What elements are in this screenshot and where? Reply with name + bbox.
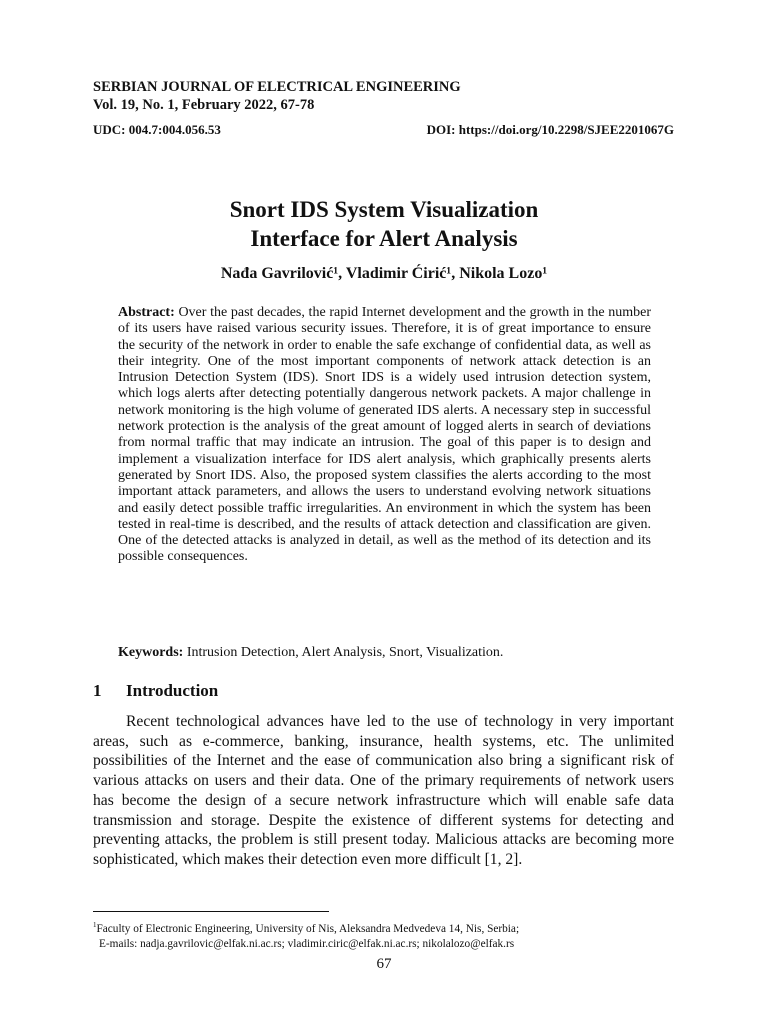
journal-name: SERBIAN JOURNAL OF ELECTRICAL ENGINEERING bbox=[93, 79, 461, 95]
journal-volume: Vol. 19, No. 1, February 2022, 67-78 bbox=[93, 97, 315, 113]
keywords-label: Keywords: bbox=[118, 645, 184, 660]
doi-link[interactable]: DOI: https://doi.org/10.2298/SJEE2201067G bbox=[426, 122, 674, 137]
author-list: Nađa Gavrilović¹, Vladimir Ćirić¹, Nikola Lozo¹ bbox=[220, 265, 548, 282]
section-title: Introduction bbox=[126, 681, 219, 700]
footnote-divider bbox=[93, 911, 329, 912]
page-number: 67 bbox=[376, 956, 392, 972]
journal-header bbox=[93, 78, 461, 114]
abstract-label: Abstract: bbox=[118, 305, 175, 320]
footnote-mark: 1 bbox=[93, 921, 97, 929]
paper-title bbox=[0, 195, 768, 253]
section-heading-introduction bbox=[93, 681, 218, 701]
abstract bbox=[118, 305, 651, 566]
introduction-paragraph: Recent technological advances have led to the use of technology in very important areas, such as e-commerce, banking, insurance, health systems, etc. The unlimited possibilities of the Internet and the ease of communication also bring a significant risk of various attacks on users and their data. One of the primary requirements of network users has become the design of a secure network infrastructure which will enable safe data transmission and storage. Despite the existence of different systems for detecting and preventing attacks, the problem is still present today. Malicious attacks are becoming more sophisticated, which makes their detection even more difficult [1, 2]. bbox=[93, 713, 674, 868]
udc-code: UDC: 004.7:004.056.53 bbox=[93, 122, 221, 137]
footnote-emails: E-mails: nadja.gavrilovic@elfak.ni.ac.rs; vladimir.ciric@elfak.ni.ac.rs; nikolalozo@elfak.rs bbox=[99, 937, 515, 950]
section-number: 1 bbox=[93, 681, 102, 700]
abstract-text: Over the past decades, the rapid Internet development and the growth in the number of its users have raised various security issues. Therefore, it is of great importance to ensure the security of the network in order to enable the safe exchange of confidential data, as well as their integrity. One of the most important components of network attack detection is an Intrusion Detection System (IDS). Snort IDS is a widely used intrusion detection system, which logs alerts after detecting potentially dangerous network packets. A major challenge in network monitoring is the high volume of generated IDS alerts. A necessary step in successful network protection is the analysis of the great amount of logged alerts in search of deviations from normal traffic that may indicate an intrusion. The goal of this paper is to design and implement a visualization interface for IDS alert analysis, which graphically presents alerts generated by Snort IDS. Also, the proposed system classifies the alerts according to the most important attack parameters, and allows the users to understand evolving network situations and easily detect possible traffic irregularities. An environment in which the system has been tested in real-time is described, and the results of attack detection and classification are given. One of the detected attacks is analyzed in detail, as well as the method of its detection and its possible consequences. bbox=[118, 305, 651, 565]
keywords bbox=[118, 645, 651, 661]
keywords-text: Intrusion Detection, Alert Analysis, Snort, Visualization. bbox=[186, 645, 504, 660]
paper-title-line-2: Interface for Alert Analysis bbox=[250, 226, 518, 251]
footnote-affiliation: Faculty of Electronic Engineering, University of Nis, Aleksandra Medvedeva 14, Nis, Serbia; bbox=[96, 922, 520, 935]
footnote bbox=[93, 918, 693, 952]
paper-title-line-1: Snort IDS System Visualization bbox=[229, 197, 539, 222]
